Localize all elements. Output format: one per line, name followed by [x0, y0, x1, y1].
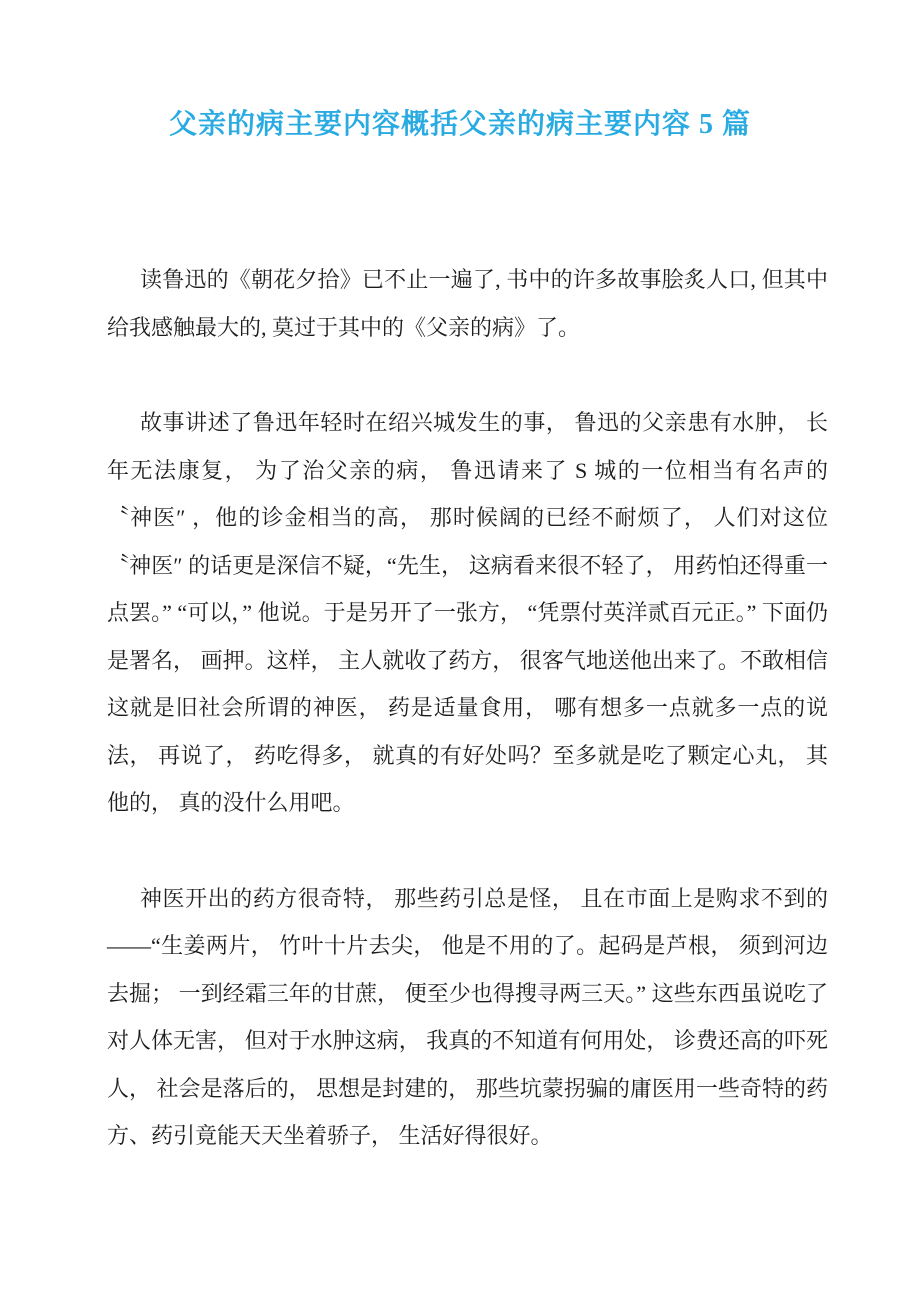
paragraph-3: 神医开出的药方很奇特， 那些药引总是怪， 且在市面上是购求不到的——“生姜两片， 竹叶十片去尖， 他是不用的了。起码是芦根， 须到河边去掘； 一到经霜三年的甘蔗， 便至少也得搜寻两三天。” 这些东西虽说吃了对人体无害， 但对于水肿这病， 我真的不知道有何用处， 诊费还高的吓死人， 社会是落后的， 思想是封建的， 那些坑蒙拐骗的庸医用一些奇特的药方、药引竟能天天坐着骄子， 生活好得很好。	[107, 885, 828, 1148]
document-body	[107, 256, 828, 1160]
document-title: 父亲的病主要内容概括父亲的病主要内容 5 篇	[168, 109, 751, 140]
paragraph-2: 故事讲述了鲁迅年轻时在绍兴城发生的事， 鲁迅的父亲患有水肿， 长年无法康复， 为了治父亲的病， 鲁迅请来了 S 城的一位相当有名声的 〝神医″ ，他的诊金相当的高， 那时候阔的已经不耐烦了， 人们对这位 〝神医″ 的话更是深信不疑，“先生， 这病看来很不轻了， 用药怕还得重一点罢。” “可以，” 他说。于是另开了一张方， “凭票付英洋贰百元正。” 下面仍是署名， 画押。这样， 主人就收了药方， 很客气地送他出来了。不敢相信这就是旧社会所谓的神医， 药是适量食用， 哪有想多一点就多一点的说法， 再说了， 药吃得多， 就真的有好处吗？至多就是吃了颗定心丸， 其他的， 真的没什么用吧。	[107, 410, 828, 815]
paragraph-1: 读鲁迅的《朝花夕拾》已不止一遍了, 书中的许多故事脍炙人口, 但其中给我感触最大的, 莫过于其中的《父亲的病》了。	[107, 267, 828, 340]
